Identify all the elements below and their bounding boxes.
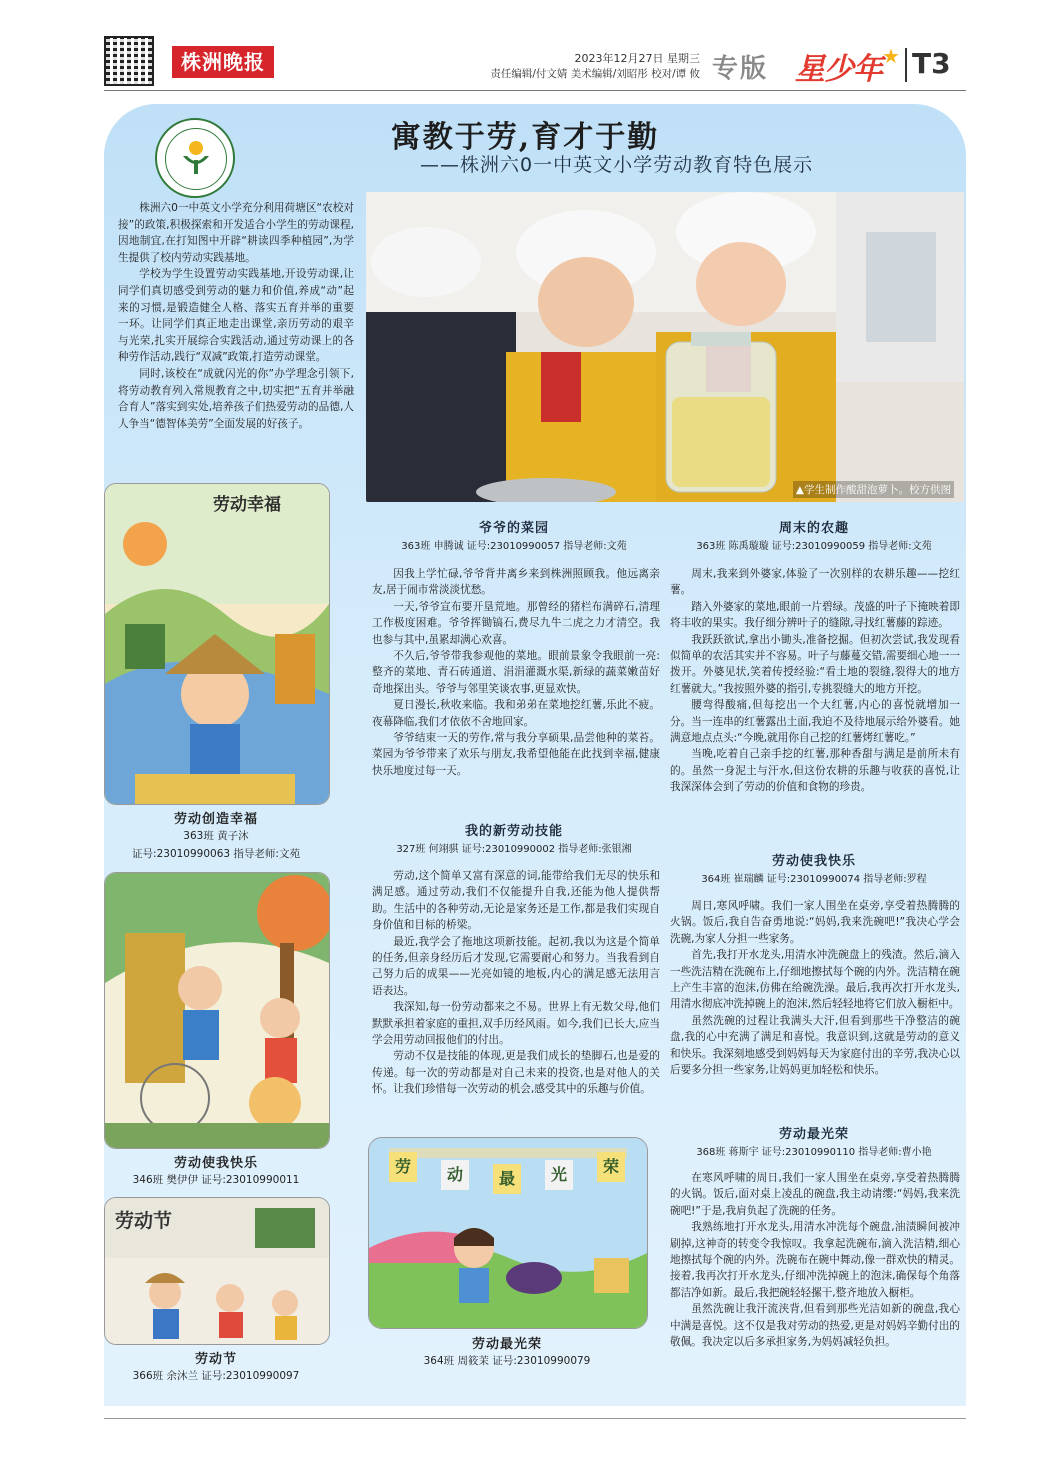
feature-subtitle: ——株洲六0一中英文小学劳动教育特色展示	[420, 154, 814, 176]
article-title: 劳动使我快乐	[771, 854, 856, 869]
article-paragraph: 首先,我打开水龙头,用清水冲洗碗盘上的残渣。然后,滴入一些洗洁精在洗碗布上,仔细地擦拭每个碗的内外。洗洁精在碗上产生丰富的泡沫,仿佛在给碗洗澡。最后,我再次打开水龙头,用清水彻底冲洗掉碗上的泡沫,然后轻轻地将它们放入橱柜中。	[670, 949, 960, 1011]
drawing-labor-day	[104, 1197, 330, 1345]
article-paragraph: 夏日漫长,秋收来临。我和弟弟在菜地挖红薯,乐此不疲。夜幕降临,我们才依依不舍地回家。	[372, 699, 660, 728]
drawing-credit: 364班 周筱茉 证号:23010990079	[423, 1355, 591, 1367]
drawing-banner-flag: 荣	[597, 1152, 625, 1182]
article-paragraph: 一天,爷爷宣布要开垦荒地。那曾经的猪栏布满碎石,清理工作极度困难。爷爷挥锄镐石,费尽九牛二虎之力才清空。我也参与其中,虽累却满心欢喜。	[372, 600, 660, 646]
intro-paragraph: 学校为学生设置劳动实践基地,开设劳动课,让同学们真切感受到劳动的魅力和价值,养成“动”起来的习惯,是锻造健全人格、落实五育并举的重要一环。让同学们真正地走出课堂,亲历劳动的艰辛与光荣,扎实开展综合实践活动,通过劳动课上的各种劳作活动,践行“双减”政策,打造劳动课堂。	[118, 268, 354, 364]
issue-date: 2023年12月27日 星期三	[574, 52, 700, 65]
drawing-title: 劳动节	[194, 1352, 237, 1367]
article-paragraph: 我熟练地打开水龙头,用清水冲洗每个碗盘,油渍瞬间被冲刷掉,这神奇的转变令我惊叹。我拿起洗碗布,滴入洗洁精,细心地擦拭每个碗的内外。洗碗布在碗中舞动,像一群欢快的精灵。接着,我再次打开水龙头,仔细冲洗掉碗上的泡沫,确保每个角落都洁净如新。最后,我把碗轻轻摞干,整齐地放入橱柜。	[670, 1221, 960, 1299]
drawing-credit: 363班 黄子沐	[183, 830, 249, 842]
article-title: 爷爷的菜园	[478, 521, 549, 536]
column-brand	[795, 44, 899, 88]
drawing-credit: 366班 余沐兰 证号:23010990097	[132, 1370, 300, 1382]
article-title: 我的新劳动技能	[464, 824, 563, 839]
article-meta: 364班 崔瑞麟 证号:23010990074 指导老师:罗程	[701, 874, 927, 885]
drawing-labor-happiness	[104, 483, 330, 805]
paper-logo: 株洲晚报	[172, 46, 274, 78]
school-emblem-icon	[155, 118, 235, 198]
article-paragraph: 腰弯得酸痛,但每挖出一个大红薯,内心的喜悦就增加一分。当一连串的红薯露出土面,我迫不及待地展示给外婆看。她满意地点点头:“今晚,就用你自己挖的红薯烤红薯吃。”	[670, 699, 960, 745]
qr-code-icon	[104, 36, 154, 86]
drawing-banner-flag: 劳	[389, 1152, 417, 1182]
footer-rule	[104, 1418, 966, 1419]
drawing-banner: 劳动幸福	[213, 495, 281, 515]
article-paragraph: 周日,寒风呼啸。我们一家人围坐在桌旁,享受着热腾腾的火锅。饭后,我自告奋勇地说:“妈妈,我来洗碗吧!”我决心学会洗碗,为家人分担一些家务。	[670, 900, 960, 945]
page-number: T3	[912, 47, 951, 80]
article-paragraph: 劳动,这个简单又富有深意的词,能带给我们无尽的快乐和满足感。通过劳动,我们不仅能提升自我,还能为他人提供帮助。生活中的各种劳动,无论是家务还是工作,都是我们实现自身价值和目标的桥梁。	[372, 870, 660, 932]
drawing-title: 劳动使我快乐	[173, 1156, 258, 1171]
intro-paragraph: 株洲六0一中英文小学充分利用荷塘区“农校对接”的政策,积极探索和开发适合小学生的劳动课程,因地制宜,在打知图中开辟“耕读四季种植园”,为学生提供了校内劳动实践基地。	[118, 202, 354, 264]
star-icon: ★	[882, 44, 899, 68]
intro-paragraph: 同时,该校在“成就闪光的你”办学理念引领下,将劳动教育列入常规教育之中,切实把“五育并举融合育人”落实到实处,培养孩子们热爱劳动的品德,人人争当“德智体美劳”全面发展的好孩子。	[118, 367, 354, 430]
drawing-labor-glory	[368, 1137, 648, 1329]
drawing-labor-joy	[104, 872, 330, 1149]
drawing-banner-flag: 最	[493, 1164, 521, 1194]
article-paragraph: 我跃跃欲试,拿出小锄头,准备挖掘。但初次尝试,我发现看似简单的农活其实并不容易。叶子与藤蔓交错,需要细心地一一拨开。外婆见状,笑着传授经验:“看土地的裂缝,裂得大的地方红薯就大。”我按照外婆的指引,专挑裂缝大的地方开挖。	[670, 633, 960, 695]
drawing-banner: 劳动节	[115, 1210, 173, 1232]
drawing-title: 劳动创造幸福	[173, 812, 258, 827]
drawing-banner-flag: 动	[441, 1160, 469, 1190]
article-paragraph: 虽然洗碗让我汗流浃背,但看到那些光洁如新的碗盘,我心中满是喜悦。这不仅是我对劳动的热爱,更是对妈妈辛勤付出的敬佩。我决定以后多承担家务,为妈妈减轻负担。	[670, 1303, 960, 1349]
header-rule	[104, 90, 966, 91]
article-paragraph: 当晚,吃着自己亲手挖的红薯,那种香甜与满足是前所未有的。虽然一身泥土与汗水,但这份农耕的乐趣与收获的喜悦,让我深深体会到了劳动的价值和食物的珍贵。	[670, 748, 960, 794]
section-label: 专版	[712, 54, 769, 84]
article-meta: 363班 申腾诚 证号:23010990057 指导老师:文苑	[401, 541, 627, 552]
editor-credits: 责任编辑/付文婧 美术编辑/刘昭彤 校对/谭 攸	[490, 68, 700, 80]
photo-caption: ▲学生制作酸甜泡萝卜。校方供图	[793, 481, 954, 498]
feature-title: 寓教于劳,育才于勤	[390, 120, 660, 155]
article-paragraph: 虽然洗碗的过程让我满头大汗,但看到那些干净整洁的碗盘,我的心中充满了满足和喜悦。我意识到,这就是劳动的意义和快乐。我深刻地感受到妈妈每天为家庭付出的辛劳,我决心以后要多分担一些家务,让妈妈更加轻松和快乐。	[670, 1014, 960, 1077]
article-paragraph: 周末,我来到外婆家,体验了一次别样的农耕乐趣——挖红薯。	[670, 568, 960, 597]
article-paragraph: 因我上学忙碌,爷爷背井离乡来到株洲照顾我。他远离亲友,居于闹市常淡淡忧愁。	[372, 568, 660, 597]
drawing-banner-flag: 光	[545, 1160, 573, 1190]
article-paragraph: 劳动不仅是技能的体现,更是我们成长的垫脚石,也是爱的传递。每一次的劳动都是对自己未来的投资,也是对他人的关怀。让我们珍惜每一次劳动的机会,感受其中的乐趣与价值。	[372, 1050, 660, 1096]
drawing-title: 劳动最光荣	[471, 1337, 542, 1352]
article-paragraph: 踏入外婆家的菜地,眼前一片碧绿。茂盛的叶子下掩映着即将丰收的果实。我仔细分辨叶子的缝隙,寻找红薯藤的踪迹。	[670, 600, 960, 630]
article-body	[372, 868, 660, 1098]
page-number-divider	[905, 48, 907, 82]
article-paragraph: 最近,我学会了拖地这项新技能。起初,我以为这是个简单的任务,但亲身经历后才发现,它需要耐心和努力。当我看到自己努力后的成果——光亮如镜的地板,内心的满足感无法用言语表达。	[372, 935, 660, 997]
article-title: 周末的农趣	[778, 521, 849, 536]
article-body	[670, 898, 960, 1078]
article-body	[372, 566, 660, 779]
article-meta: 368班 蒋斯宇 证号:23010990110 指导老师:曹小艳	[696, 1147, 932, 1158]
article-meta: 327班 何翊骐 证号:23010990002 指导老师:张银湘	[396, 844, 632, 855]
article-meta: 363班 陈禹璇璇 证号:23010990059 指导老师:文苑	[696, 541, 932, 552]
article-paragraph: 爷爷结束一天的劳作,常与我分享硕果,品尝他种的菜苔。菜园为爷爷带来了欢乐与朋友,我希望他能在此找到幸福,健康快乐地度过每一天。	[372, 732, 660, 777]
article-paragraph: 我深知,每一份劳动都来之不易。世界上有无数父母,他们默默承担着家庭的重担,双手历经风雨。如今,我们已长大,应当学会用劳动回报他们的付出。	[372, 1001, 660, 1047]
drawing-credit: 346班 樊伊伊 证号:23010990011	[132, 1174, 300, 1186]
intro-text	[118, 200, 354, 432]
article-paragraph: 在寒风呼啸的周日,我们一家人围坐在桌旁,享受着热腾腾的火锅。饭后,面对桌上凌乱的碗盘,我主动请缨:“妈妈,我来洗碗吧!”于是,我肩负起了洗碗的任务。	[670, 1172, 960, 1217]
drawing-credit: 证号:23010990063 指导老师:文苑	[132, 848, 300, 860]
article-body	[670, 1170, 960, 1350]
article-paragraph: 不久后,爷爷带我参观他的菜地。眼前景象令我眼前一亮:整齐的菜地、青石砖通道、涓涓灌溉水渠,新绿的蔬菜嫩苗好奇地探出头。爷爷与邻里笑谈农事,更显欢快。	[372, 650, 660, 695]
article-body	[670, 566, 960, 796]
column-brand-text: 星少年	[795, 52, 882, 87]
main-photo	[366, 192, 964, 502]
article-title: 劳动最光荣	[778, 1127, 849, 1142]
